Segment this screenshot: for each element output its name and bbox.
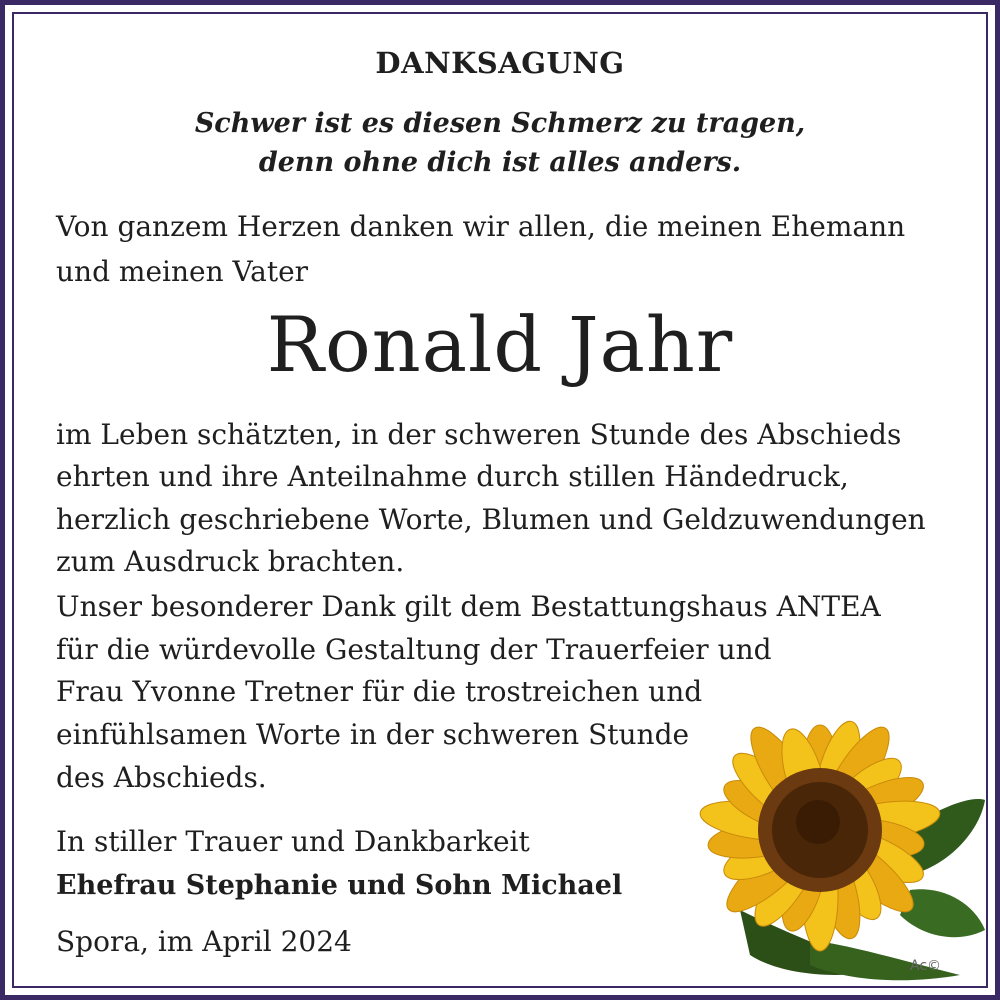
quote-line-1: Schwer ist es diesen Schmerz zu tragen, [194,108,806,139]
body-line-2: ehrten und ihre Anteilnahme durch stillen Händedruck, [56,460,849,493]
intro-line-2: und meinen Vater [56,255,309,288]
body-line-1: im Leben schätzten, in der schweren Stunde des Abschieds [56,418,902,451]
intro-line-1: Von ganzem Herzen danken wir allen, die meinen Ehemann [56,210,906,243]
sunflower-image [660,690,990,985]
signature: Ehefrau Stephanie und Sohn Michael [56,870,623,901]
thanks-line-3: Frau Yvonne Tretner für die trostreichen und [56,675,703,708]
quote-line-2: denn ohne dich ist alles anders. [258,147,742,178]
copyright-mark: Ac© [910,958,942,974]
thanks-line-1: Unser besonderer Dank gilt dem Bestattungshaus ANTEA [56,590,881,623]
closing-line: In stiller Trauer und Dankbarkeit [56,825,530,858]
thanks-line-2: für die würdevolle Gestaltung der Trauerfeier und [56,633,772,666]
thanks-line-5: des Abschieds. [56,761,267,794]
thanks-line-4: einfühlsamen Worte in der schweren Stunde [56,718,690,751]
body-line-4: zum Ausdruck brachten. [56,545,405,578]
heading: DANKSAGUNG [375,46,625,80]
deceased-name: Ronald Jahr [266,300,734,389]
body-line-3: herzlich geschriebene Worte, Blumen und Geldzuwendungen [56,503,926,536]
place-date: Spora, im April 2024 [56,925,352,958]
